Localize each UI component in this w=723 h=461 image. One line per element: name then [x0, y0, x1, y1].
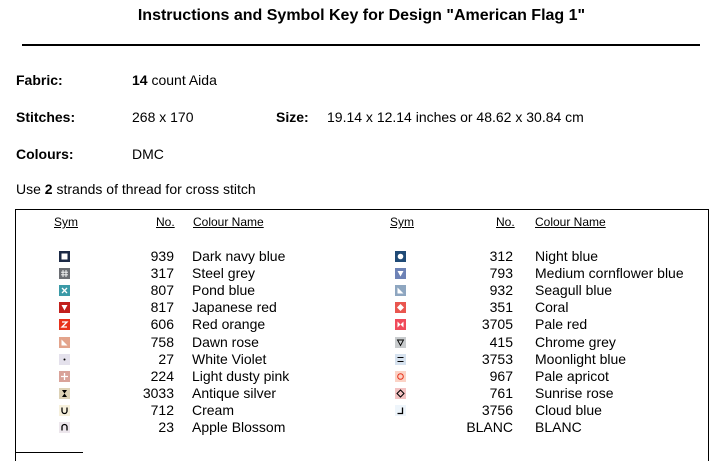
dmc-number: 932: [489, 282, 513, 299]
size-value: 19.14 x 12.14 inches or 48.62 x 30.84 cm: [327, 109, 584, 125]
hollow-square-icon: [59, 251, 70, 262]
dmc-number: 351: [489, 299, 513, 316]
plus-icon: [59, 371, 70, 382]
colour-name: Japanese red: [192, 299, 277, 316]
dmc-number: 967: [489, 367, 513, 384]
dmc-number: 761: [489, 384, 513, 401]
dmc-number: 807: [150, 282, 174, 299]
fabric-value: [132, 72, 217, 88]
dmc-number: 3033: [142, 384, 174, 401]
colour-name: Red orange: [192, 316, 266, 333]
strands-count: 2: [44, 181, 53, 197]
fabric-count: 14: [132, 72, 148, 88]
dmc-number: 712: [150, 401, 174, 418]
colour-name: Cream: [192, 401, 235, 418]
colour-name: Coral: [535, 299, 569, 316]
colour-name: Pond blue: [192, 282, 256, 299]
right-name-header: Colour Name: [535, 215, 606, 229]
lines-icon: [395, 354, 406, 365]
colours-value: DMC: [132, 146, 164, 162]
colour-name: Night blue: [535, 248, 599, 264]
colour-name: Dawn rose: [192, 333, 259, 350]
z-icon: [59, 319, 70, 330]
outline-triangle-icon: [395, 337, 406, 348]
colour-name: Apple Blossom: [192, 419, 286, 435]
dmc-number: 3705: [481, 316, 513, 333]
dot-icon: [59, 354, 70, 365]
u-icon: [59, 405, 70, 416]
down-triangle-icon: [59, 302, 70, 313]
left-sym-header: Sym: [54, 215, 78, 229]
colour-name: Chrome grey: [535, 333, 616, 350]
right-no-header: No.: [496, 215, 515, 229]
dmc-number: 312: [489, 248, 513, 264]
dmc-number: 23: [158, 419, 174, 435]
hourglass-icon: [59, 388, 70, 399]
dmc-number: BLANC: [466, 419, 513, 435]
dmc-number: 317: [150, 265, 174, 282]
right-sym-header: Sym: [390, 215, 414, 229]
left-name-header: Colour Name: [193, 215, 264, 229]
dmc-number: 758: [150, 333, 174, 350]
colour-name: Pale red: [535, 316, 588, 333]
dmc-number: 3753: [481, 350, 513, 367]
colour-name: Cloud blue: [535, 401, 602, 418]
fabric-label: Fabric:: [16, 72, 63, 88]
colour-name: Moonlight blue: [535, 350, 627, 367]
strands-post: strands of thread for cross stitch: [56, 181, 256, 197]
stitches-label: Stitches:: [16, 109, 76, 125]
colour-name: Pale apricot: [535, 367, 609, 384]
colour-name: Steel grey: [192, 265, 256, 282]
down-triangle-icon: [395, 268, 406, 279]
colour-name: Dark navy blue: [192, 248, 286, 264]
corner-icon: [395, 405, 406, 416]
dmc-number: 3756: [481, 401, 513, 418]
page-title: Instructions and Symbol Key for Design "American Flag 1": [137, 7, 586, 24]
ring-icon: [395, 371, 406, 382]
stitches-value: 268 x 170: [132, 109, 194, 125]
dmc-number: 793: [489, 265, 513, 282]
outline-diamond-icon: [395, 388, 406, 399]
left-no-header: No.: [156, 215, 175, 229]
strands-instruction: [16, 181, 256, 197]
corner-triangle-icon: [395, 285, 406, 296]
corner-triangle-icon: [59, 337, 70, 348]
n-icon: [59, 422, 70, 433]
dmc-number: 415: [489, 333, 513, 350]
fabric-type: count Aida: [151, 72, 217, 88]
colour-name: Seagull blue: [535, 282, 613, 299]
dmc-number: 224: [150, 367, 174, 384]
colour-name: BLANC: [535, 419, 582, 435]
colour-name: Sunrise rose: [535, 384, 614, 401]
table-bottom-edge: [15, 452, 83, 453]
colours-label: Colours:: [16, 146, 74, 162]
title-rule: [22, 44, 700, 46]
colour-name: Medium cornflower blue: [535, 265, 684, 282]
dmc-number: 817: [150, 299, 174, 316]
hash-icon: [59, 268, 70, 279]
diamond-icon: [395, 302, 406, 313]
colour-name: Light dusty pink: [192, 367, 290, 384]
circle-icon: [395, 251, 406, 262]
size-label: Size:: [276, 109, 309, 125]
dmc-number: 27: [158, 350, 174, 367]
blank-icon: [395, 422, 406, 433]
dmc-number: 939: [150, 248, 174, 264]
dmc-number: 606: [150, 316, 174, 333]
colour-name: Antique silver: [192, 384, 277, 401]
colour-name: White Violet: [192, 350, 267, 367]
bowtie-icon: [395, 319, 406, 330]
strands-pre: Use: [16, 181, 41, 197]
x-icon: [59, 285, 70, 296]
